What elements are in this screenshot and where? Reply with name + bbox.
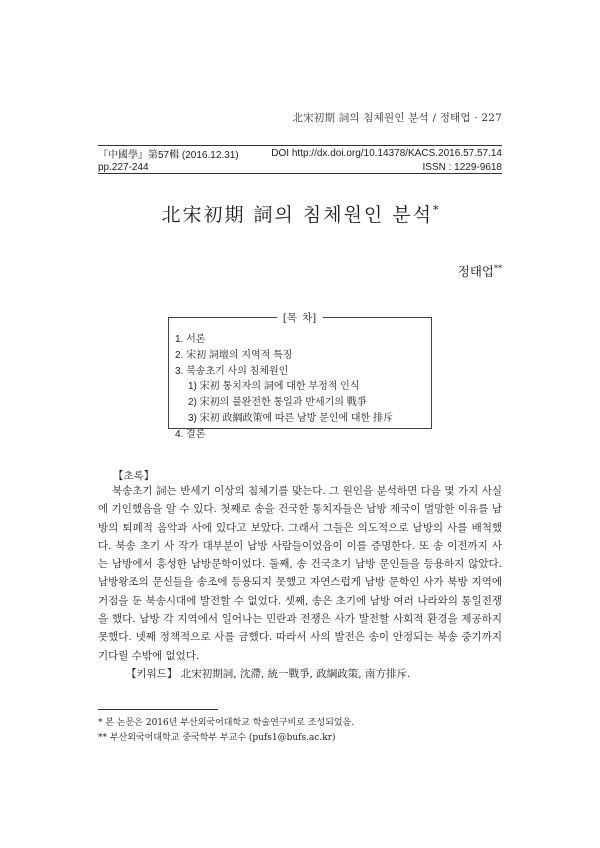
author bbox=[458, 262, 502, 280]
running-head: 北宋初期 詞의 침체원인 분석 / 정태업 · 227 bbox=[292, 112, 502, 124]
toc-subitem-policy: 3) 宋初 政綱政策에 따른 남방 문인에 대한 排斥 bbox=[188, 412, 393, 424]
toc-item-regional: 2. 宋初 詞壇의 지역적 특징 bbox=[175, 349, 293, 361]
footnote-funding: * 본 논문은 2016년 부산외국어대학교 학술연구비로 조성되었음. bbox=[98, 718, 355, 728]
author-name: 정태업 bbox=[457, 264, 494, 279]
journal-citation: 『中國學』第57輯 (2016.12.31) bbox=[98, 149, 239, 161]
toc-subitem-rulers: 1) 宋初 통치자의 詞에 대한 부정적 인식 bbox=[188, 381, 360, 393]
toc-heading: [목 차] bbox=[277, 310, 323, 325]
issn: ISSN : 1229-9618 bbox=[422, 161, 502, 173]
doi-link[interactable]: DOI http://dx.doi.org/10.14378/KACS.2016.57.57.14 bbox=[271, 147, 502, 159]
toc-list bbox=[175, 332, 425, 443]
header-rule-bottom bbox=[98, 173, 502, 174]
abstract-text: 북송초기 詞는 반세기 이상의 침체기를 맞는다. 그 원인을 분석하면 다음 몇 가지 사실에 기인했음을 알 수 있다. 첫째로 송을 건국한 통치자들은 남방 제국이 멸망한 이유를 남방의 퇴폐적 음악과 사에 있다고 보았다. 그래서 그들은 의도적으로 남방의 사를 배척했다. 북송 초기 사 작가 대부분이 남방 사람들이었음이 이를 증명한다. 또 송 이전까지 사는 남방에서 흥성한 남방문학이었다. 둘째, 송 건국초기 남방 문인들을 등용하지 않았다. 남방왕조의 문신들을 송조에 등용되지 못했고 자연스럽게 남방 문학인 사가 북방 지역에 거점을 둔 북송시대에 발전할 수 없었다. 셋째, 송은 초기에 남방 여러 나라와의 통일전쟁을 했다. 남방 각 지역에서 일어나는 민란과 전쟁은 사가 발전할 사회적 환경을 제공하지 못했다. 넷째 정책적으로 사를 금했다. 따라서 사의 발전은 송이 안정되는 북송 중기까지 기다릴 수밖에 없었다. bbox=[98, 485, 502, 662]
keywords: 【키워드】 北宋初期詞, 沈滯, 統一戰爭, 政綱政策, 南方排斥. bbox=[126, 667, 411, 680]
abstract-label: 【초록】 bbox=[113, 470, 155, 482]
table-of-contents bbox=[168, 312, 432, 440]
toc-subitem-war: 2) 宋初의 불완전한 통일과 반세기의 戰爭 bbox=[188, 397, 367, 409]
toc-item-introduction: 1. 서론 bbox=[175, 334, 206, 345]
page-range: pp.227-244 bbox=[98, 161, 149, 173]
paper-title bbox=[0, 200, 600, 227]
toc-item-conclusion: 4. 결론 bbox=[175, 428, 206, 440]
footnotes bbox=[98, 716, 502, 746]
toc-item-causes: 3. 북송초기 사의 침체원인 bbox=[175, 365, 289, 377]
footnote-affiliation: ** 부산외국어대학교 중국학부 부교수 (pufs1@bufs.ac.kr) bbox=[98, 733, 336, 743]
abstract bbox=[98, 482, 502, 683]
paper-title-text: 北宋初期 詞의 침체원인 분석 bbox=[161, 204, 434, 226]
author-footnote-mark: ** bbox=[494, 263, 502, 273]
footnote-rule bbox=[98, 709, 218, 710]
title-footnote-mark: * bbox=[433, 203, 439, 217]
